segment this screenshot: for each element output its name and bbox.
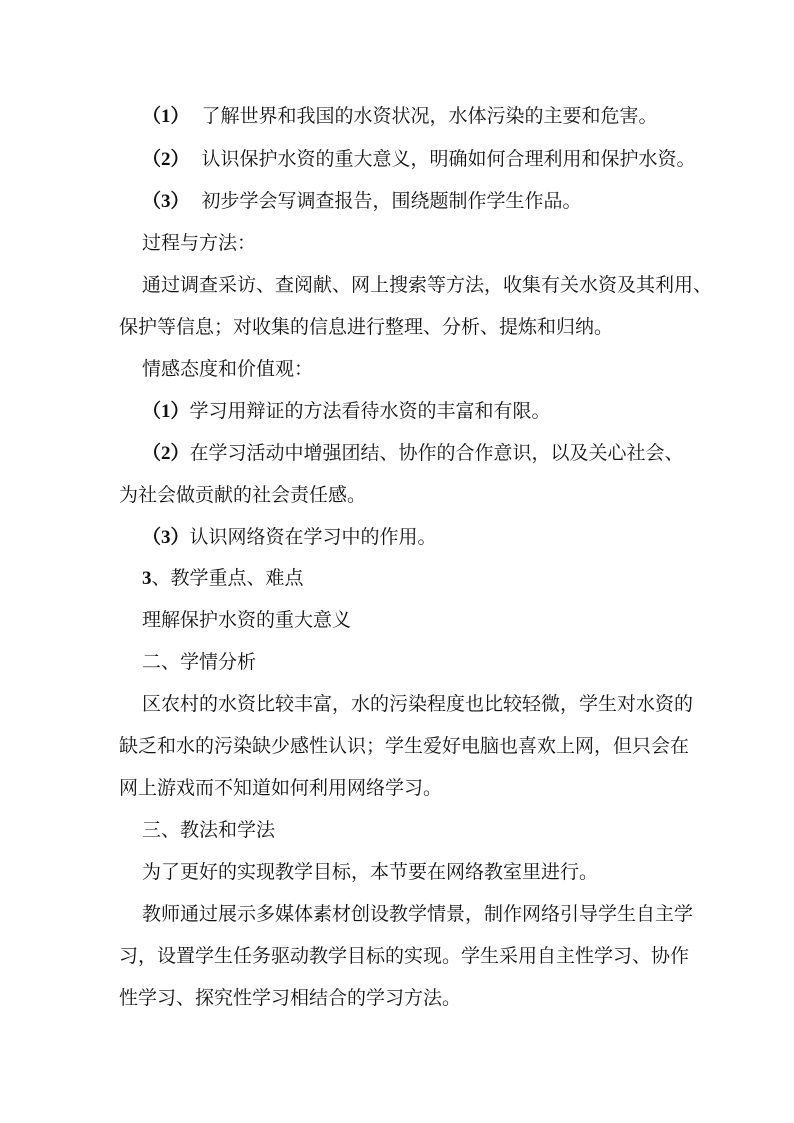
emotion-item-3 bbox=[142, 525, 437, 550]
item-text: 认识网络资在学习中的作用。 bbox=[189, 526, 437, 548]
item-text: 学习用辩证的方法看待水资的丰富和有限。 bbox=[189, 400, 551, 422]
paragraph-line: 区农村的水资比较丰富，水的污染程度也比较轻微，学生对水资的 bbox=[142, 693, 694, 715]
item-number: （2） bbox=[142, 149, 190, 170]
item-text: 认识保护水资的重大意义，明确如何合理利用和保护水资。 bbox=[201, 148, 696, 170]
emotion-heading: 情感态度和价值观： bbox=[142, 358, 314, 380]
key-points-text: 理解保护水资的重大意义 bbox=[142, 609, 352, 631]
item-number: （3） bbox=[142, 191, 190, 212]
section-heading-teaching-methods: 三、教法和学法 bbox=[142, 819, 276, 841]
item-text: 初步学会写调查报告，围绕题制作学生作品。 bbox=[201, 190, 582, 212]
emotion-item-1 bbox=[142, 399, 551, 424]
paragraph-line: 缺乏和水的污染缺少感性认识；学生爱好电脑也喜欢上网，但只会在 bbox=[119, 735, 690, 757]
emotion-item-2 bbox=[142, 441, 684, 466]
paragraph-line: 习，设置学生任务驱动教学目标的实现。学生采用自主性学习、协作 bbox=[119, 945, 690, 967]
paragraph-line: 教师通过展示多媒体素材创设教学情景，制作网络引导学生自主学 bbox=[142, 903, 694, 925]
objective-item-2 bbox=[142, 147, 696, 172]
paragraph-line: 性学习、探究性学习相结合的学习方法。 bbox=[119, 987, 462, 1009]
item-text: 在学习活动中增强团结、协作的合作意识，以及关心社会、 bbox=[189, 442, 684, 464]
key-points-heading bbox=[142, 566, 304, 591]
paragraph-line: 为社会做贡献的社会责任感。 bbox=[119, 484, 367, 506]
paragraph-line: 通过调查采访、查阅献、网上搜索等方法，收集有关水资及其利用、 bbox=[142, 274, 713, 296]
paragraph-line: 网上游戏而不知道如何利用网络学习。 bbox=[119, 777, 443, 799]
item-number: （3） bbox=[142, 527, 190, 548]
section-heading-learner-analysis: 二、学情分析 bbox=[142, 651, 257, 673]
item-text: 了解世界和我国的水资状况，水体污染的主要和危害。 bbox=[201, 105, 658, 127]
item-number: （1） bbox=[142, 106, 190, 127]
item-number: （2） bbox=[142, 443, 190, 464]
process-heading: 过程与方法： bbox=[142, 232, 257, 254]
paragraph-line: 为了更好的实现教学目标，本节要在网络教室里进行。 bbox=[142, 861, 599, 883]
objective-item-1 bbox=[142, 104, 658, 129]
heading-text: 、教学重点、难点 bbox=[151, 567, 304, 589]
item-number: （1） bbox=[142, 401, 190, 422]
paragraph-line: 保护等信息；对收集的信息进行整理、分析、提炼和归纳。 bbox=[119, 316, 614, 338]
heading-number: 3 bbox=[142, 568, 152, 589]
objective-item-3 bbox=[142, 189, 582, 214]
